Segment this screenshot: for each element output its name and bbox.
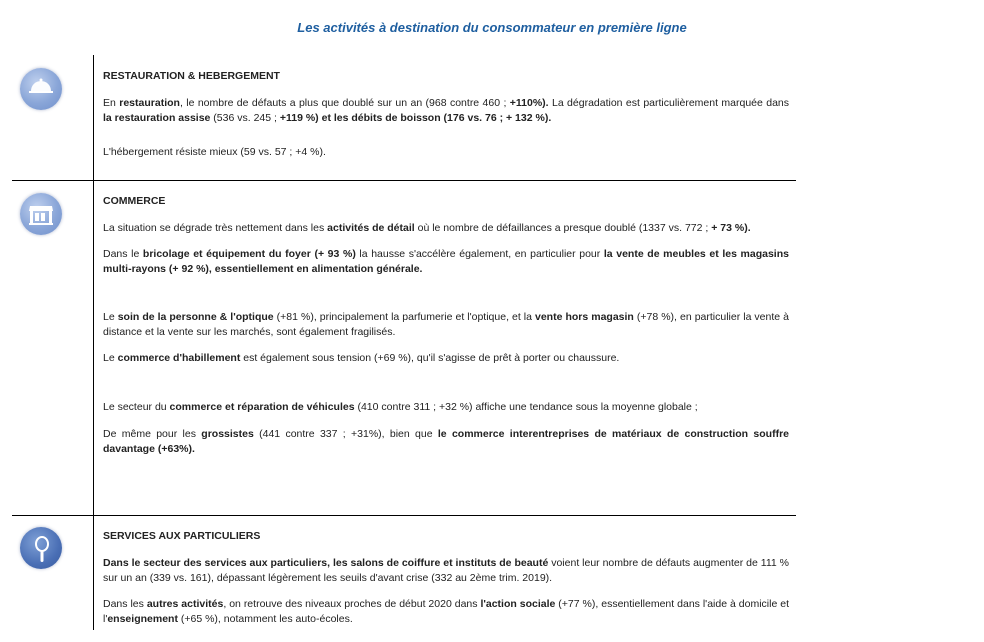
bold-text-run: +110%). bbox=[509, 97, 549, 109]
paragraph bbox=[103, 221, 789, 236]
section-heading: RESTAURATION & HEBERGEMENT bbox=[103, 70, 280, 82]
bold-text-run: l'action sociale bbox=[480, 598, 556, 610]
text-run: Le bbox=[103, 311, 118, 323]
text-run: Le bbox=[103, 352, 118, 364]
section-services bbox=[103, 529, 789, 627]
text-run: , on retrouve des niveaux proches de début 2020 dans bbox=[223, 598, 481, 610]
paragraph bbox=[103, 145, 789, 160]
paragraph bbox=[103, 427, 789, 457]
bold-text-run: commerce et réparation de véhicules bbox=[169, 401, 355, 413]
text-run: Dans les bbox=[103, 598, 147, 610]
text-run: est également sous tension (+69 %), qu'il s'agisse de prêt à porter ou chaussure. bbox=[240, 352, 620, 364]
paragraph bbox=[103, 556, 789, 586]
storefront-icon bbox=[20, 193, 62, 235]
page-title: Les activités à destination du consommateur en première ligne bbox=[297, 20, 687, 35]
bold-text-run: bricolage et équipement du foyer (+ 93 %) bbox=[142, 248, 356, 260]
mirror-icon bbox=[20, 527, 62, 569]
text-run: (+65 %), notamment les auto-écoles. bbox=[177, 613, 353, 625]
section-heading: SERVICES AUX PARTICULIERS bbox=[103, 530, 261, 542]
text-run: En bbox=[103, 97, 120, 109]
bold-text-run: Dans le secteur des services aux particuliers, les salons de coiffure et instituts de beauté bbox=[103, 557, 549, 569]
text-run: Le secteur du bbox=[103, 401, 170, 413]
paragraph bbox=[103, 400, 789, 415]
text-run: L'hébergement résiste mieux (59 vs. 57 ; +4 %). bbox=[103, 146, 326, 158]
text-run: la hausse s'accélère également, en particulier pour bbox=[355, 248, 604, 260]
text-run: (+81 %), principalement la parfumerie et l'optique, et la bbox=[273, 311, 535, 323]
paragraph bbox=[103, 96, 789, 126]
text-run: Dans le bbox=[103, 248, 143, 260]
text-run: La dégradation est particulièrement marquée dans bbox=[548, 97, 790, 109]
bold-text-run: activités de détail bbox=[327, 222, 415, 234]
text-run: (536 vs. 245 ; bbox=[210, 112, 280, 124]
text-run: La situation se dégrade très nettement dans les bbox=[103, 222, 328, 234]
text-run: , le nombre de défauts a plus que doublé sur un an (968 contre 460 ; bbox=[179, 97, 510, 109]
bold-text-run: restauration bbox=[119, 97, 180, 109]
paragraph bbox=[103, 247, 789, 277]
section-heading: COMMERCE bbox=[103, 195, 166, 207]
section-restauration bbox=[103, 69, 789, 160]
section-divider bbox=[12, 515, 796, 516]
bold-text-run: le commerce interentreprises de matériaux de construction souffre davantage (+63%). bbox=[103, 428, 789, 455]
bold-text-run: autres activités bbox=[146, 598, 224, 610]
bold-text-run: + 73 %). bbox=[711, 222, 751, 234]
text-run: où le nombre de défaillances a presque doublé (1337 vs. 772 ; bbox=[414, 222, 712, 234]
bold-text-run: soin de la personne & l'optique bbox=[117, 311, 274, 323]
paragraph bbox=[103, 310, 789, 340]
bold-text-run: grossistes bbox=[201, 428, 254, 440]
vertical-divider bbox=[93, 55, 94, 630]
section-divider bbox=[12, 180, 796, 181]
text-run: (+78 %), en particulier la vente à distance et la vente sur les marchés, sont également fragilisés. bbox=[103, 311, 789, 338]
bold-text-run: la vente de meubles et les magasins multi-rayons (+ 92 %), essentiellement en alimentation générale. bbox=[103, 248, 789, 275]
bold-text-run: vente hors magasin bbox=[535, 311, 634, 323]
text-run: voient leur nombre de défauts augmenter de 111 % sur un an (339 vs. 161), dépassant légèrement les seuils d'avant crise (332 au 2ème trim. 2019). bbox=[103, 557, 789, 584]
section-commerce bbox=[103, 194, 789, 457]
text-run: (441 contre 337 ; +31%), bien que bbox=[253, 428, 438, 440]
dome-icon bbox=[20, 68, 62, 110]
bold-text-run: commerce d'habillement bbox=[117, 352, 241, 364]
text-run: (410 contre 311 ; +32 %) affiche une tendance sous la moyenne globale ; bbox=[354, 401, 698, 413]
paragraph bbox=[103, 351, 789, 366]
bold-text-run: la restauration assise bbox=[103, 112, 211, 124]
bold-text-run: +119 %) et les débits de boisson (176 vs. 76 ; + 132 %). bbox=[279, 112, 552, 124]
paragraph bbox=[103, 597, 789, 627]
text-run: De même pour les bbox=[103, 428, 202, 440]
bold-text-run: enseignement bbox=[107, 613, 178, 625]
text-run: (+77 %), essentiellement dans l'aide à domicile et l' bbox=[103, 598, 789, 625]
